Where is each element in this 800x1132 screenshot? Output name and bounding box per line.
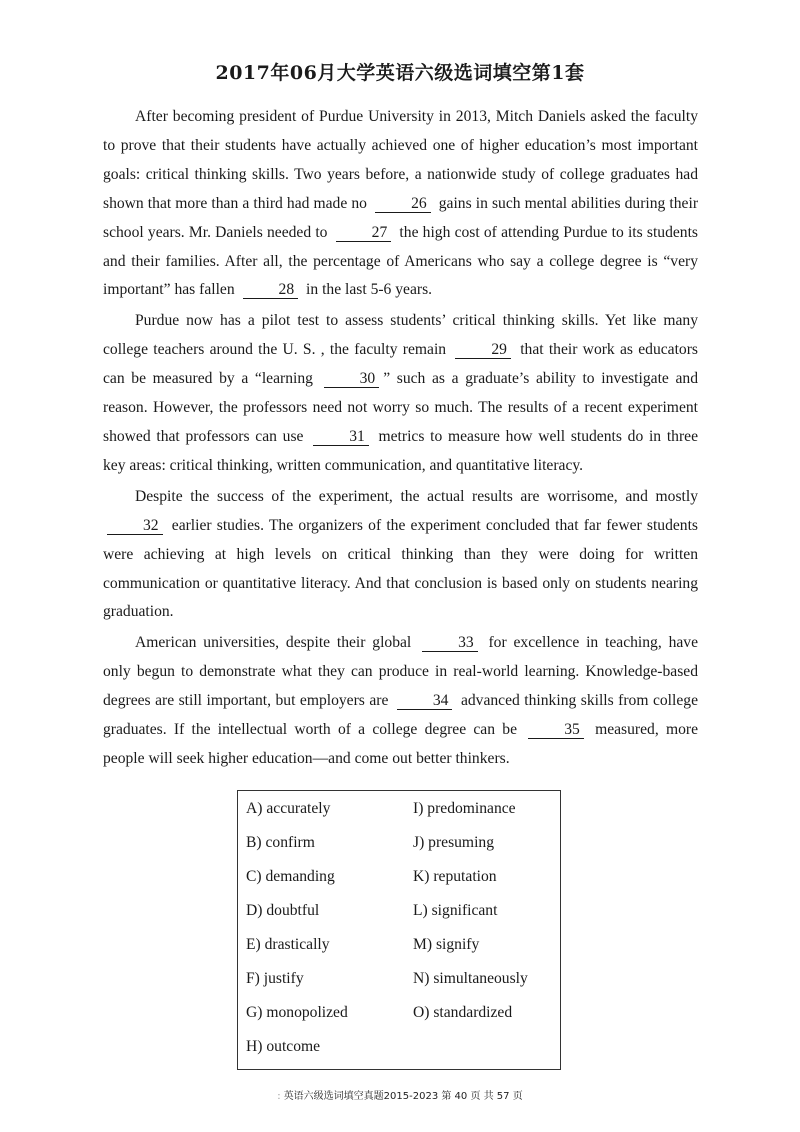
word-option: F) justify xyxy=(246,970,304,987)
passage-text: ” such as a graduate’s ability to investigate and reason. However, the professors need not worry so much. The results of a recent experiment showed that professors can use xyxy=(103,370,698,445)
blank-30: 30 xyxy=(324,370,380,388)
blank-31: 31 xyxy=(313,428,369,446)
word-option: N) simultaneously xyxy=(413,970,528,987)
word-option: O) standardized xyxy=(413,1004,513,1021)
passage-text: After becoming president of Purdue University in 2013, Mitch Daniels asked the faculty to prove that their students have actually achieved one of higher education’s most important goals: critical thinking skills. Two years before, a nationwide study of college graduates had shown that more than a third had made no xyxy=(103,108,698,212)
word-option: C) demanding xyxy=(246,868,335,885)
blank-26: 26 xyxy=(375,195,431,213)
passage-text: advanced thinking skills from college graduates. If the intellectual worth of a college degree can be xyxy=(103,692,698,739)
word-option: G) monopolized xyxy=(246,1004,348,1021)
word-bank-box xyxy=(237,790,561,1070)
blank-27: 27 xyxy=(336,224,392,242)
passage-paragraph xyxy=(103,103,698,305)
passage-text: American universities, despite their global xyxy=(135,634,419,652)
passage-text: measured, more people will seek higher education—and come out better thinkers. xyxy=(103,721,698,767)
blank-32: 32 xyxy=(107,517,163,535)
passage-text: the high cost of attending Purdue to its students and their families. After all, the percentage of Americans who say a college degree is “very important” has fallen xyxy=(103,223,698,299)
passage-text: in the last 5-6 years. xyxy=(302,281,433,299)
footer-text: 英语六级选词填空真题2015-2023 第 40 页 共 57 页 xyxy=(283,1091,523,1102)
passage-paragraph xyxy=(103,307,698,480)
word-bank-grid xyxy=(246,799,556,1071)
passage-paragraph xyxy=(103,483,698,628)
word-option: E) drastically xyxy=(246,936,330,953)
passage-text: that their work as educators can be measured by a “learning xyxy=(103,341,698,388)
page-title: 2017年06月大学英语六级选词填空第1套 xyxy=(215,62,585,84)
passage-text: gains in such mental abilities during their school years. Mr. Daniels needed to xyxy=(103,194,699,241)
word-option: I) predominance xyxy=(413,800,516,817)
word-option: J) presuming xyxy=(413,834,494,851)
word-option: D) doubtful xyxy=(246,902,320,919)
passage-text: earlier studies. The organizers of the experiment concluded that far fewer students were achieving at high levels on critical thinking than they were doing for written communication or quantitative literacy. And that conclusion is based only on students nearing graduation. xyxy=(103,516,698,621)
word-option: K) reputation xyxy=(413,868,497,885)
blank-28: 28 xyxy=(243,281,299,299)
passage-text: for excellence in teaching, have only begun to demonstrate what they can produce in real-world learning. Knowledge-based degrees are still important, but employers are xyxy=(103,634,699,710)
passage xyxy=(103,103,698,776)
word-option: L) significant xyxy=(413,902,498,919)
passage-text: Despite the success of the experiment, the actual results are worrisome, and mostly xyxy=(135,487,698,505)
blank-33: 33 xyxy=(422,634,478,652)
blank-35: 35 xyxy=(528,721,584,739)
word-option: A) accurately xyxy=(246,800,331,817)
word-option: B) confirm xyxy=(246,834,315,851)
word-option: M) signify xyxy=(413,936,480,953)
passage-paragraph xyxy=(103,629,698,774)
blank-34: 34 xyxy=(397,692,453,710)
footer-mark: : xyxy=(277,1091,281,1102)
blank-29: 29 xyxy=(455,341,511,359)
page-footer xyxy=(0,1087,800,1102)
passage-text: metrics to measure how well students do in three key areas: critical thinking, written communication, and quantitative literacy. xyxy=(103,427,698,474)
word-option: H) outcome xyxy=(246,1038,321,1055)
passage-text: Purdue now has a pilot test to assess students’ critical thinking skills. Yet like many college teachers around the U. S. , the faculty remain xyxy=(103,312,698,359)
